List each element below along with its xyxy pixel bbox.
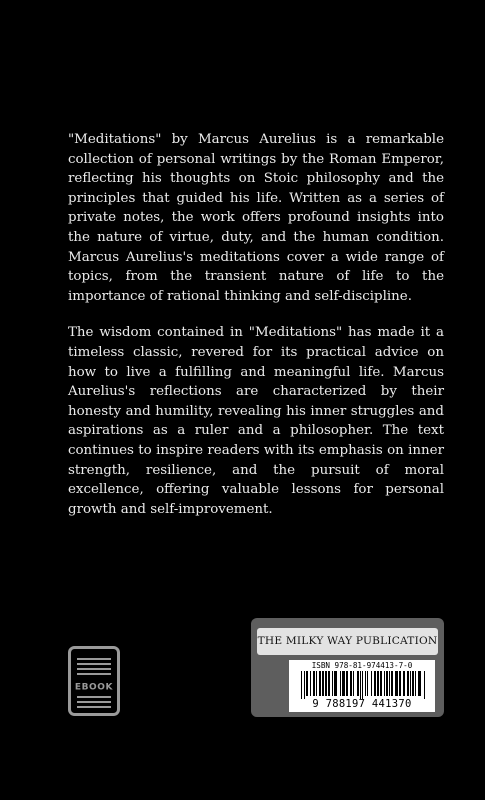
barcode-bar xyxy=(301,671,302,699)
barcode-bar xyxy=(313,671,315,696)
barcode-bar xyxy=(365,671,366,696)
barcode-bar xyxy=(304,671,305,699)
barcode-bar xyxy=(395,671,398,696)
barcode-bar xyxy=(391,671,393,696)
barcode-bar xyxy=(340,671,341,696)
isbn-barcode xyxy=(289,660,435,712)
ebook-label: EBOOK xyxy=(74,682,114,693)
barcode-bar xyxy=(319,671,321,696)
barcode-bar xyxy=(367,671,368,696)
barcode-bar xyxy=(374,671,376,696)
barcode-bar xyxy=(386,671,388,696)
barcode-bar xyxy=(332,671,333,696)
barcode-bar xyxy=(412,671,414,696)
barcode-bar xyxy=(353,671,354,696)
barcode-bar xyxy=(362,671,363,699)
barcode-bar xyxy=(407,671,409,696)
barcode-bar xyxy=(306,671,308,696)
ebook-reader-icon xyxy=(68,646,120,716)
barcode-bar xyxy=(350,671,352,696)
barcode-bar xyxy=(380,671,382,696)
barcode-bar xyxy=(342,671,345,696)
publisher-barcode-panel xyxy=(251,618,444,717)
publisher-name: THE MILKY WAY PUBLICATION xyxy=(257,628,438,655)
back-cover-blurb xyxy=(68,130,444,536)
barcode-bar xyxy=(316,671,317,696)
barcode-bar xyxy=(360,671,361,699)
barcode-bar xyxy=(357,671,359,696)
barcode-bar xyxy=(389,671,390,696)
barcode-bar xyxy=(322,671,324,696)
ean-digits: 9 788197 441370 xyxy=(312,698,412,710)
blurb-paragraph-2: The wisdom contained in "Meditations" has made it a timeless classic, revered for its practical advice on how to live a fulfilling and meaningful life. Marcus Aurelius's reflections are characterized by their honesty and humility, revealing his inner struggles and aspirations as a ruler and a philosopher. The text continues to inspire readers with its emphasis on inner strength, resilience, and the pursuit of moral excellence, offering valuable lessons for personal growth and self-improvement. xyxy=(68,325,444,517)
barcode-bar xyxy=(377,671,379,696)
barcode-bar xyxy=(384,671,385,696)
isbn-number: ISBN 978-81-974413-7-0 xyxy=(311,661,413,670)
barcode-bar xyxy=(310,671,311,696)
barcode-bar xyxy=(424,671,425,699)
barcode-bar xyxy=(325,671,327,696)
barcode-bar xyxy=(399,671,401,696)
barcode-bar xyxy=(418,671,421,696)
barcode-bar xyxy=(415,671,416,696)
barcode-bar xyxy=(403,671,405,696)
barcode-bar xyxy=(346,671,348,696)
barcode-bar xyxy=(371,671,372,696)
barcode-bars-icon xyxy=(289,671,435,699)
barcode-bar xyxy=(410,671,411,696)
ebook-badge xyxy=(68,646,120,716)
barcode-bar xyxy=(328,671,330,696)
barcode-bar xyxy=(334,671,337,696)
blurb-paragraph-1: "Meditations" by Marcus Aurelius is a remarkable collection of personal writings by the Roman Emperor, reflecting his thoughts on Stoic philosophy and the principles that guided his life. Written as a series of private notes, the work offers profound insights into the nature of virtue, duty, and the human condition. Marcus Aurelius's meditations cover a wide range of topics, from the transient nature of life to the importance of rational thinking and self-discipline. xyxy=(68,132,444,304)
